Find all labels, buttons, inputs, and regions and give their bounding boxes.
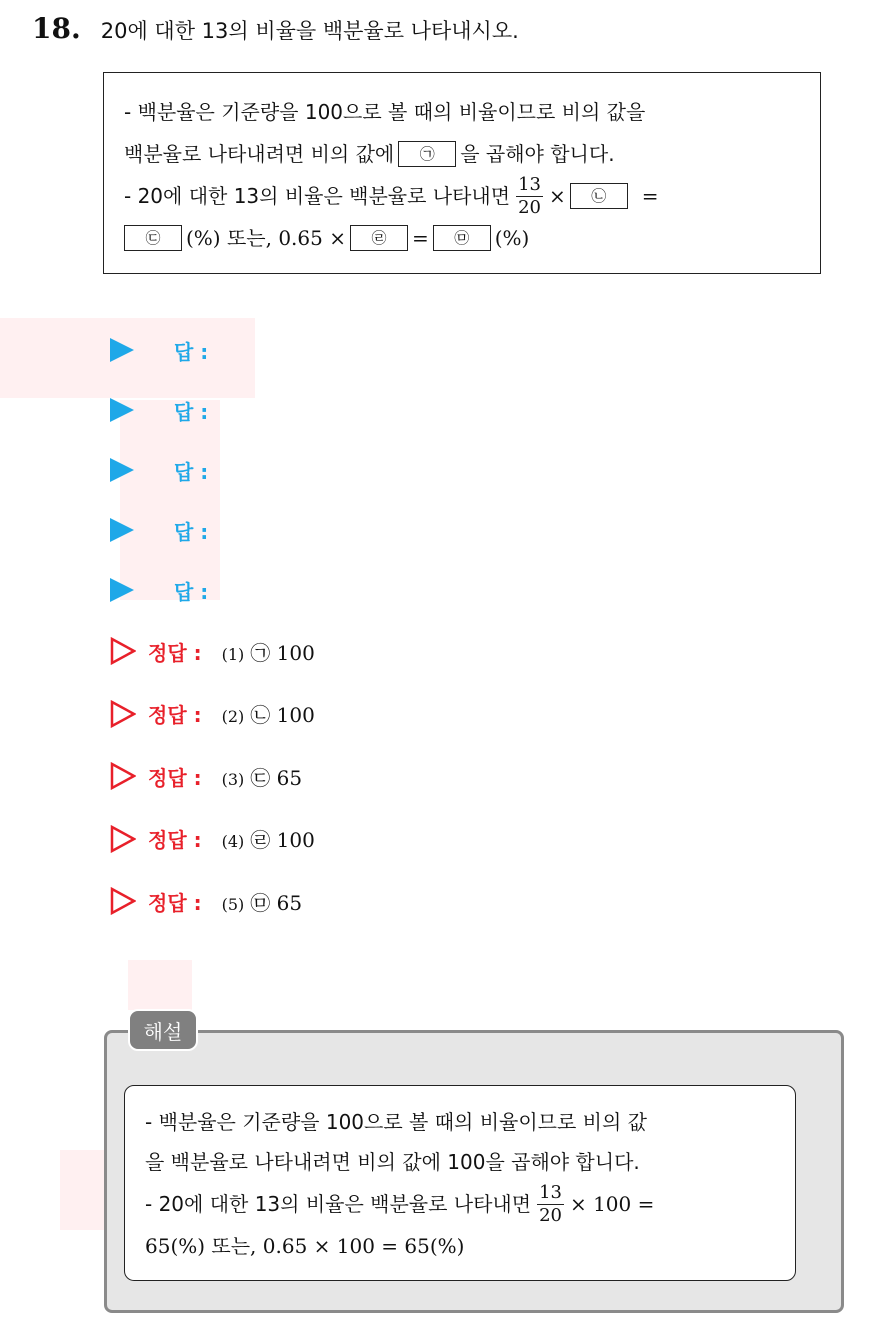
blank-box-2[interactable]: ㉡	[570, 183, 628, 209]
solution-label: 정답 :	[148, 640, 202, 665]
solution-answer: ㉣ 100	[250, 828, 315, 853]
explanation-text: - 20에 대한 13의 비율은 백분율로 나타내면	[145, 1192, 532, 1216]
problem-text: (%)	[494, 226, 530, 250]
problem-line	[124, 217, 808, 259]
problem-box	[103, 72, 821, 274]
explanation-line	[145, 1142, 785, 1182]
solution-answer: ㉠ 100	[250, 640, 315, 665]
explanation-text: 65(%) 또는, 0.65 × 100 = 65(%)	[145, 1234, 465, 1258]
question-text: 20에 대한 13의 비율을 백분율로 나타내시오.	[100, 19, 519, 43]
solution-index: (4)	[221, 832, 245, 852]
problem-line	[124, 133, 808, 175]
answer-row[interactable]	[110, 500, 315, 560]
explanation-tag: 해설	[128, 1009, 198, 1051]
fraction-denominator: 20	[539, 1204, 562, 1226]
solution-index: (1)	[221, 644, 245, 664]
fraction	[537, 1182, 564, 1227]
explanation-line	[145, 1102, 785, 1142]
fraction-numerator: 13	[539, 1181, 562, 1203]
solution-row	[110, 808, 315, 871]
solution-answer: ㉢ 65	[250, 765, 303, 790]
play-arrow-icon	[110, 518, 134, 542]
solution-label: 정답 :	[148, 765, 202, 790]
solution-index: (3)	[221, 769, 245, 789]
solution-value	[222, 699, 315, 728]
fraction-numerator: 13	[518, 173, 541, 195]
outline-arrow-icon	[110, 700, 136, 728]
explanation-content	[124, 1085, 796, 1281]
explanation-text: × 100 =	[569, 1192, 655, 1216]
answer-label: 답 :	[174, 399, 209, 424]
solution-row	[110, 683, 315, 746]
answer-row[interactable]	[110, 560, 315, 620]
play-arrow-icon	[110, 398, 134, 422]
outline-arrow-icon	[110, 887, 136, 915]
answer-label: 답 :	[174, 519, 209, 544]
watermark	[128, 960, 192, 1010]
explanation-line	[145, 1182, 785, 1226]
problem-text: - 백분율은 기준량을 100으로 볼 때의 비율이므로 비의 값을	[124, 100, 646, 124]
question-number: 18.	[32, 12, 81, 45]
problem-text: (%) 또는, 0.65 ×	[186, 226, 346, 250]
solution-row	[110, 745, 315, 808]
fraction	[516, 174, 543, 219]
solution-index: (5)	[221, 894, 245, 914]
solution-index: (2)	[221, 707, 245, 727]
problem-text: 을 곱해야 합니다.	[460, 142, 615, 166]
problem-text: - 20에 대한 13의 비율은 백분율로 나타내면	[124, 184, 511, 208]
blank-box-5[interactable]: ㉤	[433, 225, 491, 251]
outline-arrow-icon	[110, 637, 136, 665]
problem-text: 백분율로 나타내려면 비의 값에	[124, 142, 395, 166]
solution-row	[110, 620, 315, 683]
times-sign: ×	[548, 184, 566, 208]
answer-section	[110, 320, 315, 933]
explanation-line	[145, 1226, 785, 1266]
solution-value	[222, 887, 302, 916]
answer-label: 답 :	[174, 459, 209, 484]
problem-line	[124, 91, 808, 133]
outline-arrow-icon	[110, 762, 136, 790]
solution-label: 정답 :	[148, 703, 202, 728]
solution-row	[110, 870, 315, 933]
solution-answer: ㉡ 100	[250, 703, 315, 728]
answer-row[interactable]	[110, 320, 315, 380]
play-arrow-icon	[110, 338, 134, 362]
question-header	[32, 12, 519, 45]
solution-label: 정답 :	[148, 828, 202, 853]
explanation-text: - 백분율은 기준량을 100으로 볼 때의 비율이므로 비의 값	[145, 1110, 647, 1134]
solution-value	[222, 824, 315, 853]
equals-sign: =	[411, 226, 429, 250]
solution-answer: ㉤ 65	[250, 890, 303, 915]
blank-box-3[interactable]: ㉢	[124, 225, 182, 251]
fraction-denominator: 20	[518, 196, 541, 218]
answer-label: 답 :	[174, 339, 209, 364]
equals-sign: =	[641, 184, 659, 208]
blank-box-4[interactable]: ㉣	[350, 225, 408, 251]
outline-arrow-icon	[110, 825, 136, 853]
answer-label: 답 :	[174, 579, 209, 604]
play-arrow-icon	[110, 458, 134, 482]
explanation-text: 을 백분율로 나타내려면 비의 값에 100을 곱해야 합니다.	[145, 1150, 640, 1174]
blank-box-1[interactable]: ㉠	[398, 141, 456, 167]
problem-line	[124, 175, 808, 217]
solution-value	[222, 637, 315, 666]
answer-row[interactable]	[110, 440, 315, 500]
answer-row[interactable]	[110, 380, 315, 440]
solution-label: 정답 :	[148, 890, 202, 915]
solution-value	[222, 762, 302, 791]
play-arrow-icon	[110, 578, 134, 602]
